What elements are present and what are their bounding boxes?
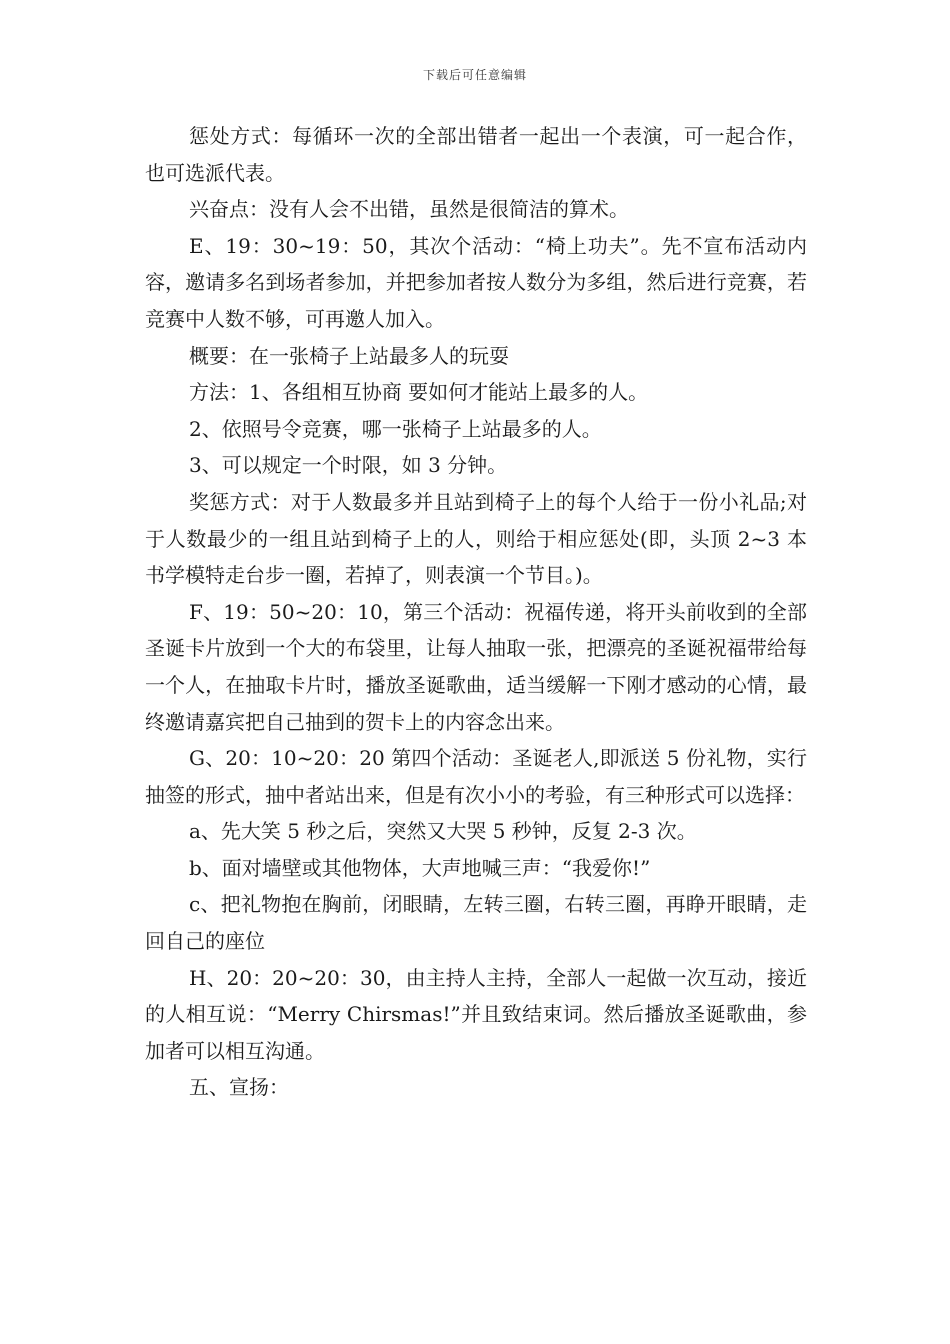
paragraph-option-b: b、面对墙壁或其他物体，大声地喊三声：“我爱你!” [189,855,651,880]
paragraph-method-3: 3、可以规定一个时限，如 3 分钟。 [189,453,508,478]
paragraph-method-2: 2、依照号令竞赛，哪一张椅子上站最多的人。 [189,416,602,441]
paragraph-activity-h: H、20：20~20：30，由主持人主持，全部人一起做一次互动，接近的人相互说：“Merry Chirsmas!”并且致结束词。然后播放圣诞歌曲，参加者可以相互沟通。 [145,965,807,1063]
paragraph-penalty: 惩处方式：每循环一次的全部出错者一起出一个表演，可一起合作，也可选派代表。 [145,124,807,185]
paragraph-option-c: c、把礼物抱在胸前，闭眼睛，左转三圈，右转三圈，再睁开眼睛，走回自己的座位 [145,892,807,954]
paragraph-summary: 概要：在一张椅子上站最多人的玩耍 [189,343,509,368]
paragraph-method-1: 方法：1、各组相互协商 要如何才能站上最多的人。 [189,380,649,405]
section-heading-promotion: 五、宣扬： [189,1075,289,1100]
paragraph-reward-penalty: 奖惩方式：对于人数最多并且站到椅子上的每个人给于一份小礼品;对于人数最少的一组且站到椅子上的人，则给于相应惩处(即，头顶 2~3 本书学模特走台步一圈，若掉了，则表演一个节目。)。 [145,489,807,588]
paragraph-excitement: 兴奋点：没有人会不出错，虽然是很简洁的算术。 [189,197,629,222]
page-header: 下载后可任意编辑 [422,68,527,82]
paragraph-activity-e: E、19：30~19：50，其次个活动：“椅上功夫”。先不宣布活动内容，邀请多名到场者参加，并把参加者按人数分为多组，然后进行竞赛，若竞赛中人数不够，可再邀人加入。 [145,233,807,331]
paragraph-option-a: a、先大笑 5 秒之后，突然又大哭 5 秒钟，反复 2-3 次。 [189,819,697,844]
paragraph-activity-f: F、19：50~20：10，第三个活动：祝福传递，将开头前收到的全部圣诞卡片放到一个大的布袋里，让每人抽取一张，把漂亮的圣诞祝福带给每一个人，在抽取卡片时，播放圣诞歌曲，适当缓解一下刚才感动的心情，最终邀请嘉宾把自己抽到的贺卡上的内容念出来。 [145,599,807,734]
document-body [145,118,807,1106]
paragraph-activity-g: G、20：10~20：20 第四个活动：圣诞老人,即派送 5 份礼物，实行抽签的形式，抽中者站出来，但是有次小小的考验，有三种形式可以选择： [145,746,807,807]
